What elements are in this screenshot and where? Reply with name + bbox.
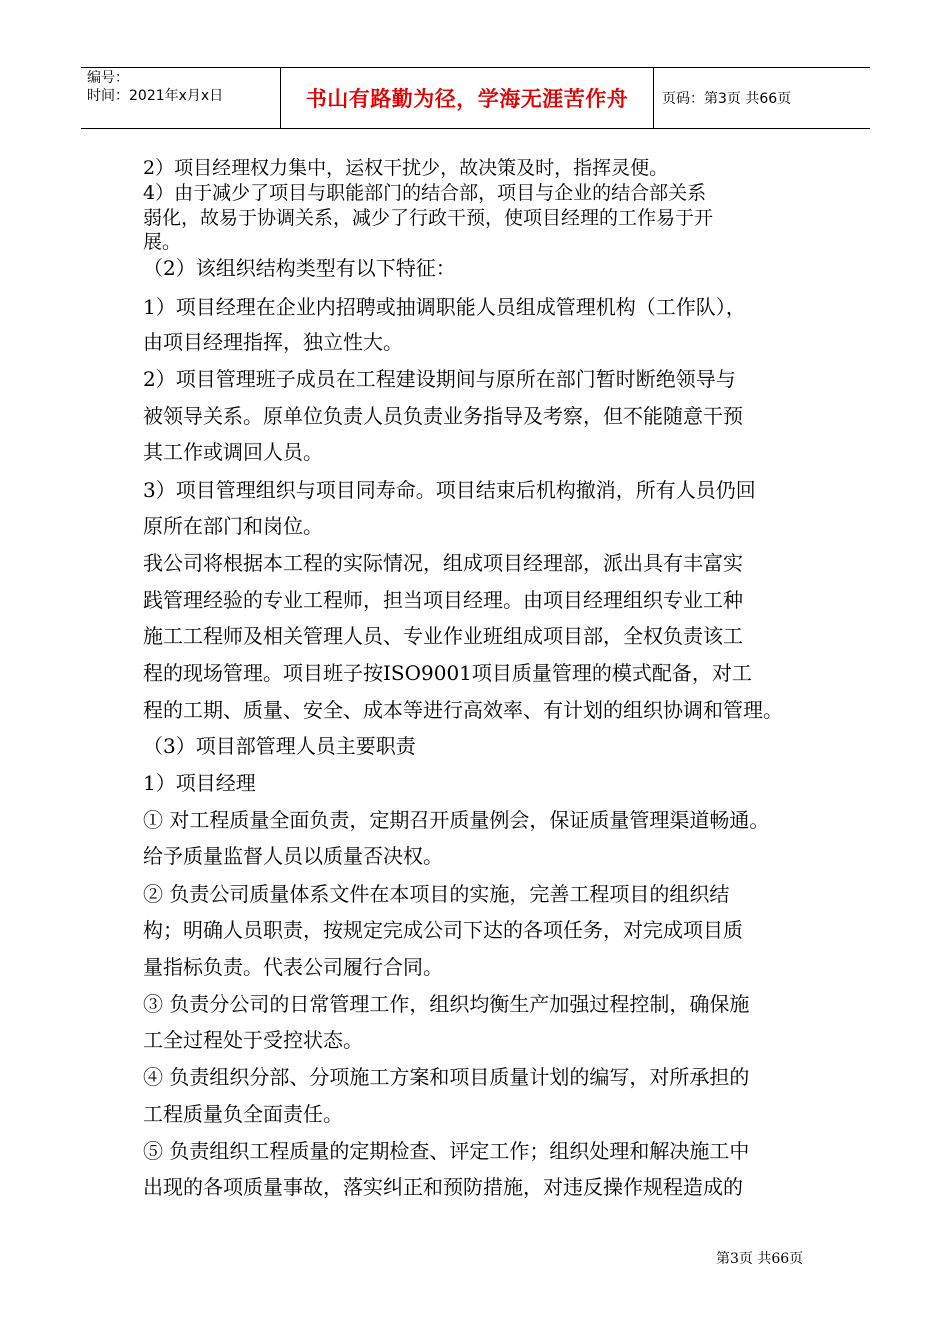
date-label: 时间：2021年x月x日 [87,88,224,104]
header-page-cell [654,68,870,128]
body-line: 程的工期、质量、安全、成本等进行高效率、有计划的组织协调和管理。 [143,698,783,722]
subsection-heading: 1）项目经理 [143,771,256,795]
body-line: 工全过程处于受控状态。 [143,1028,363,1052]
header-motto-cell [281,68,654,128]
body-line: ② 负责公司质量体系文件在本项目的实施，完善工程项目的组织结 [143,882,730,906]
body-line: ④ 负责组织分部、分项施工方案和项目质量计划的编写，对所承担的 [143,1065,750,1089]
section-heading: （3）项目部管理人员主要职责 [143,734,416,758]
page-header [81,67,870,129]
header-meta-cell [81,68,281,128]
body-line: 其工作或调回人员。 [143,440,323,464]
body-line: 2）项目经理权力集中，运权干扰少，故决策及时，指挥灵便。 [143,157,669,179]
body-line: 2）项目管理班子成员在工程建设期间与原所在部门暂时断绝领导与 [143,367,736,391]
body-line: 4）由于减少了项目与职能部门的结合部，项目与企业的结合部关系 [143,182,707,204]
section-heading: （2）该组织结构类型有以下特征： [143,256,456,280]
header-page-info: 页码：第3页 共66页 [662,91,792,107]
body-line: 施工工程师及相关管理人员、专业作业班组成项目部，全权负责该工 [143,624,743,648]
body-line: ⑤ 负责组织工程质量的定期检查、评定工作；组织处理和解决施工中 [143,1139,750,1163]
body-line: 出现的各项质量事故，落实纠正和预防措施，对违反操作规程造成的 [143,1175,743,1199]
page-footer: 第3页 共66页 [716,1251,804,1267]
body-line: 由项目经理指挥，独立性大。 [143,330,403,354]
body-line: 展。 [143,231,182,253]
body-line: 给予质量监督人员以质量否决权。 [143,844,443,868]
body-line: 1）项目经理在企业内招聘或抽调职能人员组成管理机构（工作队）， [143,295,746,319]
body-line: 3）项目管理组织与项目同寿命。项目结束后机构撤消，所有人员仍回 [143,478,756,502]
body-line: 程的现场管理。项目班子按ISO9001项目质量管理的模式配备，对工 [143,661,752,685]
body-line: 我公司将根据本工程的实际情况，组成项目经理部，派出具有丰富实 [143,551,743,575]
body-line: 弱化，故易于协调关系，减少了行政干预，使项目经理的工作易于开 [143,207,714,229]
body-line: 工程质量负全面责任。 [143,1102,343,1126]
body-line: 量指标负责。代表公司履行合同。 [143,955,443,979]
body-line: 原所在部门和岗位。 [143,514,323,538]
motto-text: 书山有路勤为径，学海无涯苦作舟 [305,87,629,111]
body-line: ③ 负责分公司的日常管理工作，组织均衡生产加强过程控制，确保施 [143,992,750,1016]
body-line: 践管理经验的专业工程师，担当项目经理。由项目经理组织专业工种 [143,588,743,612]
body-line: ① 对工程质量全面负责，定期召开质量例会，保证质量管理渠道畅通。 [143,808,770,832]
body-line: 构；明确人员职责，按规定完成公司下达的各项任务，对完成项目质 [143,918,743,942]
body-line: 被领导关系。原单位负责人员负责业务指导及考察，但不能随意干预 [143,404,743,428]
serial-label: 编号： [87,70,129,86]
